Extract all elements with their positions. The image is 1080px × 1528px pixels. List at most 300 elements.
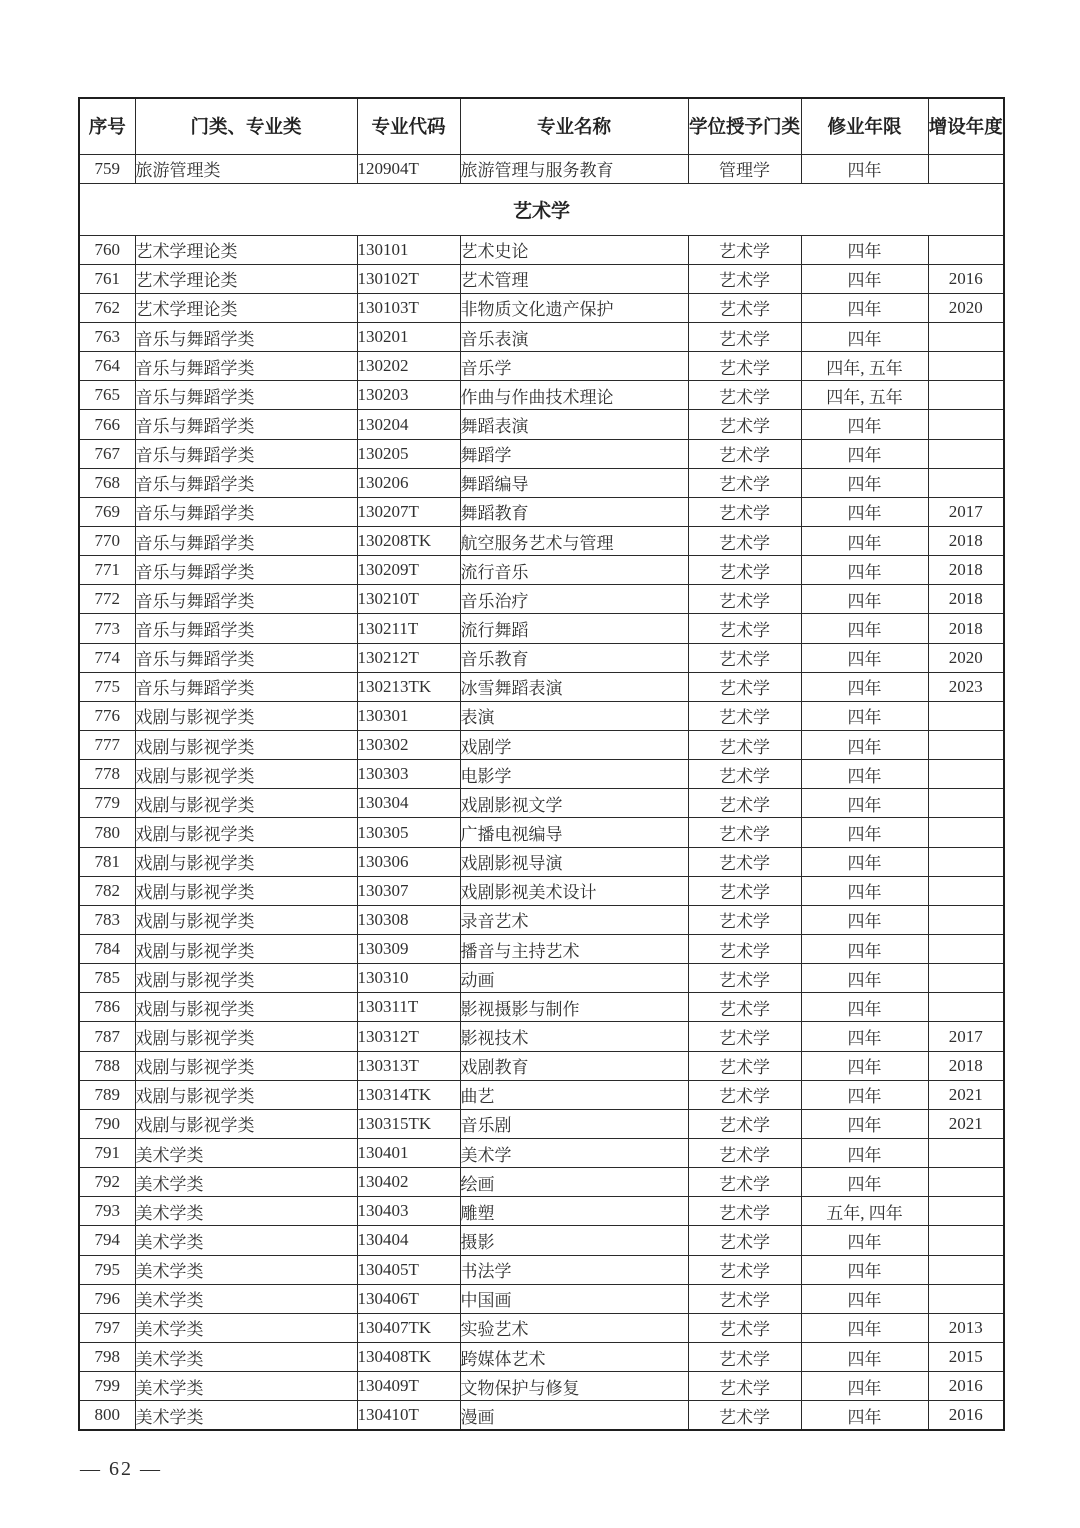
cell-index: 790 [79,1109,135,1138]
cell-degree: 艺术学 [688,1226,801,1255]
cell-added [928,993,1004,1022]
cell-added [928,964,1004,993]
cell-index: 770 [79,527,135,556]
cell-name: 非物质文化遗产保护 [460,293,688,322]
cell-name: 冰雪舞蹈表演 [460,672,688,701]
cell-degree: 艺术学 [688,643,801,672]
cell-code: 130204 [357,410,460,439]
cell-years: 四年 [801,1022,928,1051]
table-row [79,439,1004,468]
table-row [79,905,1004,934]
cell-degree: 艺术学 [688,672,801,701]
cell-code: 130309 [357,935,460,964]
cell-code: 130314TK [357,1080,460,1109]
cell-code: 130409T [357,1372,460,1401]
cell-years: 四年, 五年 [801,352,928,381]
cell-years: 四年 [801,1109,928,1138]
cell-code: 130303 [357,760,460,789]
cell-years: 四年 [801,1139,928,1168]
cell-code: 130206 [357,468,460,497]
cell-years: 四年 [801,1080,928,1109]
cell-code: 130405T [357,1255,460,1284]
cell-index: 788 [79,1051,135,1080]
table-row [79,760,1004,789]
cell-years: 四年 [801,964,928,993]
cell-code: 130207T [357,497,460,526]
cell-years: 四年 [801,1284,928,1313]
cell-years: 四年 [801,1168,928,1197]
cell-category: 音乐与舞蹈学类 [135,672,357,701]
cell-category: 戏剧与影视学类 [135,760,357,789]
table-row [79,1401,1004,1430]
cell-added [928,352,1004,381]
cell-index: 761 [79,264,135,293]
cell-code: 130305 [357,818,460,847]
cell-degree: 艺术学 [688,905,801,934]
cell-name: 曲艺 [460,1080,688,1109]
cell-name: 播音与主持艺术 [460,935,688,964]
cell-code: 130407TK [357,1313,460,1342]
cell-added: 2018 [928,1051,1004,1080]
cell-code: 130304 [357,789,460,818]
cell-index: 784 [79,935,135,964]
cell-name: 戏剧教育 [460,1051,688,1080]
cell-index: 800 [79,1401,135,1430]
cell-index: 762 [79,293,135,322]
cell-degree: 艺术学 [688,1284,801,1313]
cell-category: 戏剧与影视学类 [135,1109,357,1138]
cell-code: 130202 [357,352,460,381]
cell-name: 影视技术 [460,1022,688,1051]
cell-name: 广播电视编导 [460,818,688,847]
cell-category: 戏剧与影视学类 [135,905,357,934]
table-row [79,789,1004,818]
cell-name: 舞蹈学 [460,439,688,468]
cell-years: 四年 [801,1372,928,1401]
cell-degree: 艺术学 [688,731,801,760]
cell-code: 130102T [357,264,460,293]
cell-category: 戏剧与影视学类 [135,818,357,847]
cell-code: 130308 [357,905,460,934]
cell-years: 四年 [801,847,928,876]
cell-name: 表演 [460,701,688,730]
cell-index: 786 [79,993,135,1022]
cell-added: 2018 [928,614,1004,643]
cell-category: 美术学类 [135,1284,357,1313]
table-row [79,468,1004,497]
cell-degree: 艺术学 [688,935,801,964]
cell-added [928,439,1004,468]
cell-index: 780 [79,818,135,847]
cell-code: 130313T [357,1051,460,1080]
cell-degree: 管理学 [688,154,801,183]
cell-category: 音乐与舞蹈学类 [135,585,357,614]
cell-added [928,410,1004,439]
table-row [79,1109,1004,1138]
cell-code: 130101 [357,235,460,264]
cell-degree: 艺术学 [688,1080,801,1109]
cell-index: 771 [79,556,135,585]
cell-added [928,323,1004,352]
table-row [79,818,1004,847]
cell-name: 动画 [460,964,688,993]
cell-index: 799 [79,1372,135,1401]
cell-degree: 艺术学 [688,293,801,322]
table-row [79,964,1004,993]
cell-added: 2016 [928,264,1004,293]
cell-category: 戏剧与影视学类 [135,701,357,730]
cell-name: 戏剧影视导演 [460,847,688,876]
table-row [79,935,1004,964]
cell-index: 789 [79,1080,135,1109]
cell-category: 音乐与舞蹈学类 [135,381,357,410]
cell-category: 戏剧与影视学类 [135,789,357,818]
cell-category: 戏剧与影视学类 [135,1022,357,1051]
cell-category: 美术学类 [135,1255,357,1284]
table-row [79,323,1004,352]
cell-degree: 艺术学 [688,468,801,497]
cell-degree: 艺术学 [688,410,801,439]
table-row [79,1080,1004,1109]
cell-degree: 艺术学 [688,1401,801,1430]
col-header-category: 门类、专业类 [135,98,357,154]
cell-index: 785 [79,964,135,993]
cell-name: 作曲与作曲技术理论 [460,381,688,410]
cell-category: 艺术学理论类 [135,264,357,293]
cell-degree: 艺术学 [688,789,801,818]
cell-category: 戏剧与影视学类 [135,1051,357,1080]
table-row [79,1226,1004,1255]
cell-index: 775 [79,672,135,701]
cell-years: 四年 [801,585,928,614]
cell-years: 四年 [801,905,928,934]
cell-added: 2015 [928,1342,1004,1371]
cell-category: 音乐与舞蹈学类 [135,323,357,352]
cell-name: 艺术史论 [460,235,688,264]
cell-years: 四年 [801,527,928,556]
cell-name: 音乐表演 [460,323,688,352]
cell-code: 130302 [357,731,460,760]
cell-index: 783 [79,905,135,934]
cell-index: 766 [79,410,135,439]
cell-added [928,235,1004,264]
cell-name: 跨媒体艺术 [460,1342,688,1371]
cell-name: 实验艺术 [460,1313,688,1342]
cell-name: 摄影 [460,1226,688,1255]
cell-name: 漫画 [460,1401,688,1430]
cell-degree: 艺术学 [688,585,801,614]
cell-years: 四年 [801,1255,928,1284]
cell-degree: 艺术学 [688,1022,801,1051]
cell-added [928,154,1004,183]
cell-code: 130403 [357,1197,460,1226]
cell-name: 舞蹈表演 [460,410,688,439]
cell-years: 四年 [801,264,928,293]
cell-category: 美术学类 [135,1226,357,1255]
cell-added [928,468,1004,497]
cell-name: 录音艺术 [460,905,688,934]
cell-years: 四年 [801,556,928,585]
cell-added [928,818,1004,847]
table-row [79,497,1004,526]
cell-index: 782 [79,876,135,905]
cell-category: 旅游管理类 [135,154,357,183]
cell-category: 音乐与舞蹈学类 [135,410,357,439]
cell-category: 音乐与舞蹈学类 [135,352,357,381]
cell-code: 130209T [357,556,460,585]
cell-years: 四年 [801,760,928,789]
cell-name: 戏剧影视文学 [460,789,688,818]
cell-index: 798 [79,1342,135,1371]
cell-name: 音乐学 [460,352,688,381]
cell-name: 中国画 [460,1284,688,1313]
cell-category: 戏剧与影视学类 [135,964,357,993]
col-header-code: 专业代码 [357,98,460,154]
table-row [79,1022,1004,1051]
cell-index: 768 [79,468,135,497]
table-row [79,264,1004,293]
cell-added: 2023 [928,672,1004,701]
cell-years: 四年 [801,643,928,672]
cell-code: 130210T [357,585,460,614]
cell-category: 美术学类 [135,1342,357,1371]
table-row [79,1255,1004,1284]
cell-index: 779 [79,789,135,818]
cell-added [928,1168,1004,1197]
cell-index: 767 [79,439,135,468]
cell-degree: 艺术学 [688,1139,801,1168]
cell-category: 戏剧与影视学类 [135,876,357,905]
table-row [79,381,1004,410]
cell-index: 764 [79,352,135,381]
cell-added: 2017 [928,1022,1004,1051]
cell-degree: 艺术学 [688,1051,801,1080]
cell-name: 旅游管理与服务教育 [460,154,688,183]
table-row [79,847,1004,876]
cell-name: 书法学 [460,1255,688,1284]
cell-years: 四年 [801,154,928,183]
cell-code: 130406T [357,1284,460,1313]
cell-code: 130408TK [357,1342,460,1371]
cell-name: 雕塑 [460,1197,688,1226]
cell-years: 四年 [801,468,928,497]
cell-years: 四年 [801,789,928,818]
cell-years: 四年 [801,235,928,264]
cell-code: 130211T [357,614,460,643]
section-row [79,183,1004,235]
cell-index: 763 [79,323,135,352]
cell-code: 130307 [357,876,460,905]
cell-category: 美术学类 [135,1139,357,1168]
cell-name: 艺术管理 [460,264,688,293]
cell-index: 781 [79,847,135,876]
cell-degree: 艺术学 [688,527,801,556]
table-row [79,556,1004,585]
cell-degree: 艺术学 [688,352,801,381]
cell-degree: 艺术学 [688,818,801,847]
cell-index: 778 [79,760,135,789]
cell-code: 130103T [357,293,460,322]
cell-degree: 艺术学 [688,1372,801,1401]
cell-category: 音乐与舞蹈学类 [135,497,357,526]
cell-code: 130213TK [357,672,460,701]
cell-code: 130311T [357,993,460,1022]
table-row [79,527,1004,556]
cell-name: 流行音乐 [460,556,688,585]
cell-category: 戏剧与影视学类 [135,847,357,876]
cell-name: 影视摄影与制作 [460,993,688,1022]
cell-added: 2017 [928,497,1004,526]
cell-added [928,1197,1004,1226]
cell-code: 130205 [357,439,460,468]
cell-degree: 艺术学 [688,1313,801,1342]
col-header-years: 修业年限 [801,98,928,154]
cell-code: 130404 [357,1226,460,1255]
cell-code: 130301 [357,701,460,730]
cell-years: 四年 [801,1051,928,1080]
cell-degree: 艺术学 [688,264,801,293]
cell-added [928,1284,1004,1313]
cell-added [928,905,1004,934]
cell-code: 130201 [357,323,460,352]
cell-name: 美术学 [460,1139,688,1168]
cell-years: 四年 [801,1313,928,1342]
cell-category: 音乐与舞蹈学类 [135,643,357,672]
cell-category: 艺术学理论类 [135,293,357,322]
cell-years: 四年 [801,818,928,847]
cell-name: 舞蹈编导 [460,468,688,497]
cell-degree: 艺术学 [688,381,801,410]
cell-name: 戏剧影视美术设计 [460,876,688,905]
cell-index: 787 [79,1022,135,1051]
majors-catalog-table [78,97,1005,1431]
cell-index: 793 [79,1197,135,1226]
table-row [79,235,1004,264]
table-row [79,993,1004,1022]
cell-name: 音乐剧 [460,1109,688,1138]
cell-degree: 艺术学 [688,993,801,1022]
cell-index: 765 [79,381,135,410]
cell-years: 四年 [801,876,928,905]
cell-index: 795 [79,1255,135,1284]
cell-category: 戏剧与影视学类 [135,1080,357,1109]
table-row [79,1197,1004,1226]
cell-index: 774 [79,643,135,672]
cell-index: 794 [79,1226,135,1255]
cell-years: 四年 [801,1342,928,1371]
cell-degree: 艺术学 [688,556,801,585]
cell-category: 戏剧与影视学类 [135,731,357,760]
cell-years: 四年 [801,701,928,730]
cell-years: 四年 [801,935,928,964]
cell-index: 760 [79,235,135,264]
cell-degree: 艺术学 [688,701,801,730]
cell-added [928,701,1004,730]
cell-degree: 艺术学 [688,847,801,876]
cell-code: 130410T [357,1401,460,1430]
cell-added: 2021 [928,1080,1004,1109]
cell-category: 戏剧与影视学类 [135,993,357,1022]
page-number: — 62 — [80,1458,162,1480]
cell-index: 796 [79,1284,135,1313]
cell-category: 美术学类 [135,1313,357,1342]
cell-index: 777 [79,731,135,760]
cell-added [928,876,1004,905]
cell-index: 776 [79,701,135,730]
table-row [79,1342,1004,1371]
cell-index: 792 [79,1168,135,1197]
col-header-index: 序号 [79,98,135,154]
cell-added: 2020 [928,293,1004,322]
cell-code: 130212T [357,643,460,672]
cell-name: 戏剧学 [460,731,688,760]
cell-category: 音乐与舞蹈学类 [135,439,357,468]
cell-years: 四年, 五年 [801,381,928,410]
cell-name: 文物保护与修复 [460,1372,688,1401]
table-row [79,672,1004,701]
cell-degree: 艺术学 [688,439,801,468]
table-row [79,585,1004,614]
cell-added: 2018 [928,585,1004,614]
col-header-added: 增设年度 [928,98,1004,154]
cell-index: 797 [79,1313,135,1342]
table-row [79,1168,1004,1197]
cell-category: 音乐与舞蹈学类 [135,527,357,556]
table-row [79,410,1004,439]
table-row [79,876,1004,905]
cell-name: 流行舞蹈 [460,614,688,643]
cell-added [928,381,1004,410]
table-row [79,643,1004,672]
table-row [79,154,1004,183]
cell-added: 2018 [928,556,1004,585]
cell-added [928,1255,1004,1284]
cell-added: 2020 [928,643,1004,672]
cell-name: 绘画 [460,1168,688,1197]
cell-added [928,789,1004,818]
cell-category: 戏剧与影视学类 [135,935,357,964]
table-row [79,293,1004,322]
cell-years: 四年 [801,614,928,643]
cell-added: 2013 [928,1313,1004,1342]
cell-index: 772 [79,585,135,614]
header-row [79,98,1004,154]
cell-name: 电影学 [460,760,688,789]
cell-category: 美术学类 [135,1197,357,1226]
table-row [79,352,1004,381]
cell-added [928,760,1004,789]
cell-name: 舞蹈教育 [460,497,688,526]
cell-category: 美术学类 [135,1401,357,1430]
cell-code: 130312T [357,1022,460,1051]
table-row [79,1313,1004,1342]
cell-degree: 艺术学 [688,964,801,993]
cell-category: 音乐与舞蹈学类 [135,556,357,585]
cell-degree: 艺术学 [688,1197,801,1226]
cell-added [928,731,1004,760]
cell-name: 音乐治疗 [460,585,688,614]
cell-code: 130203 [357,381,460,410]
cell-code: 130208TK [357,527,460,556]
section-label: 艺术学 [79,183,1004,235]
cell-years: 四年 [801,323,928,352]
cell-degree: 艺术学 [688,497,801,526]
cell-category: 美术学类 [135,1168,357,1197]
cell-years: 四年 [801,672,928,701]
cell-added: 2018 [928,527,1004,556]
cell-name: 音乐教育 [460,643,688,672]
cell-added: 2021 [928,1109,1004,1138]
